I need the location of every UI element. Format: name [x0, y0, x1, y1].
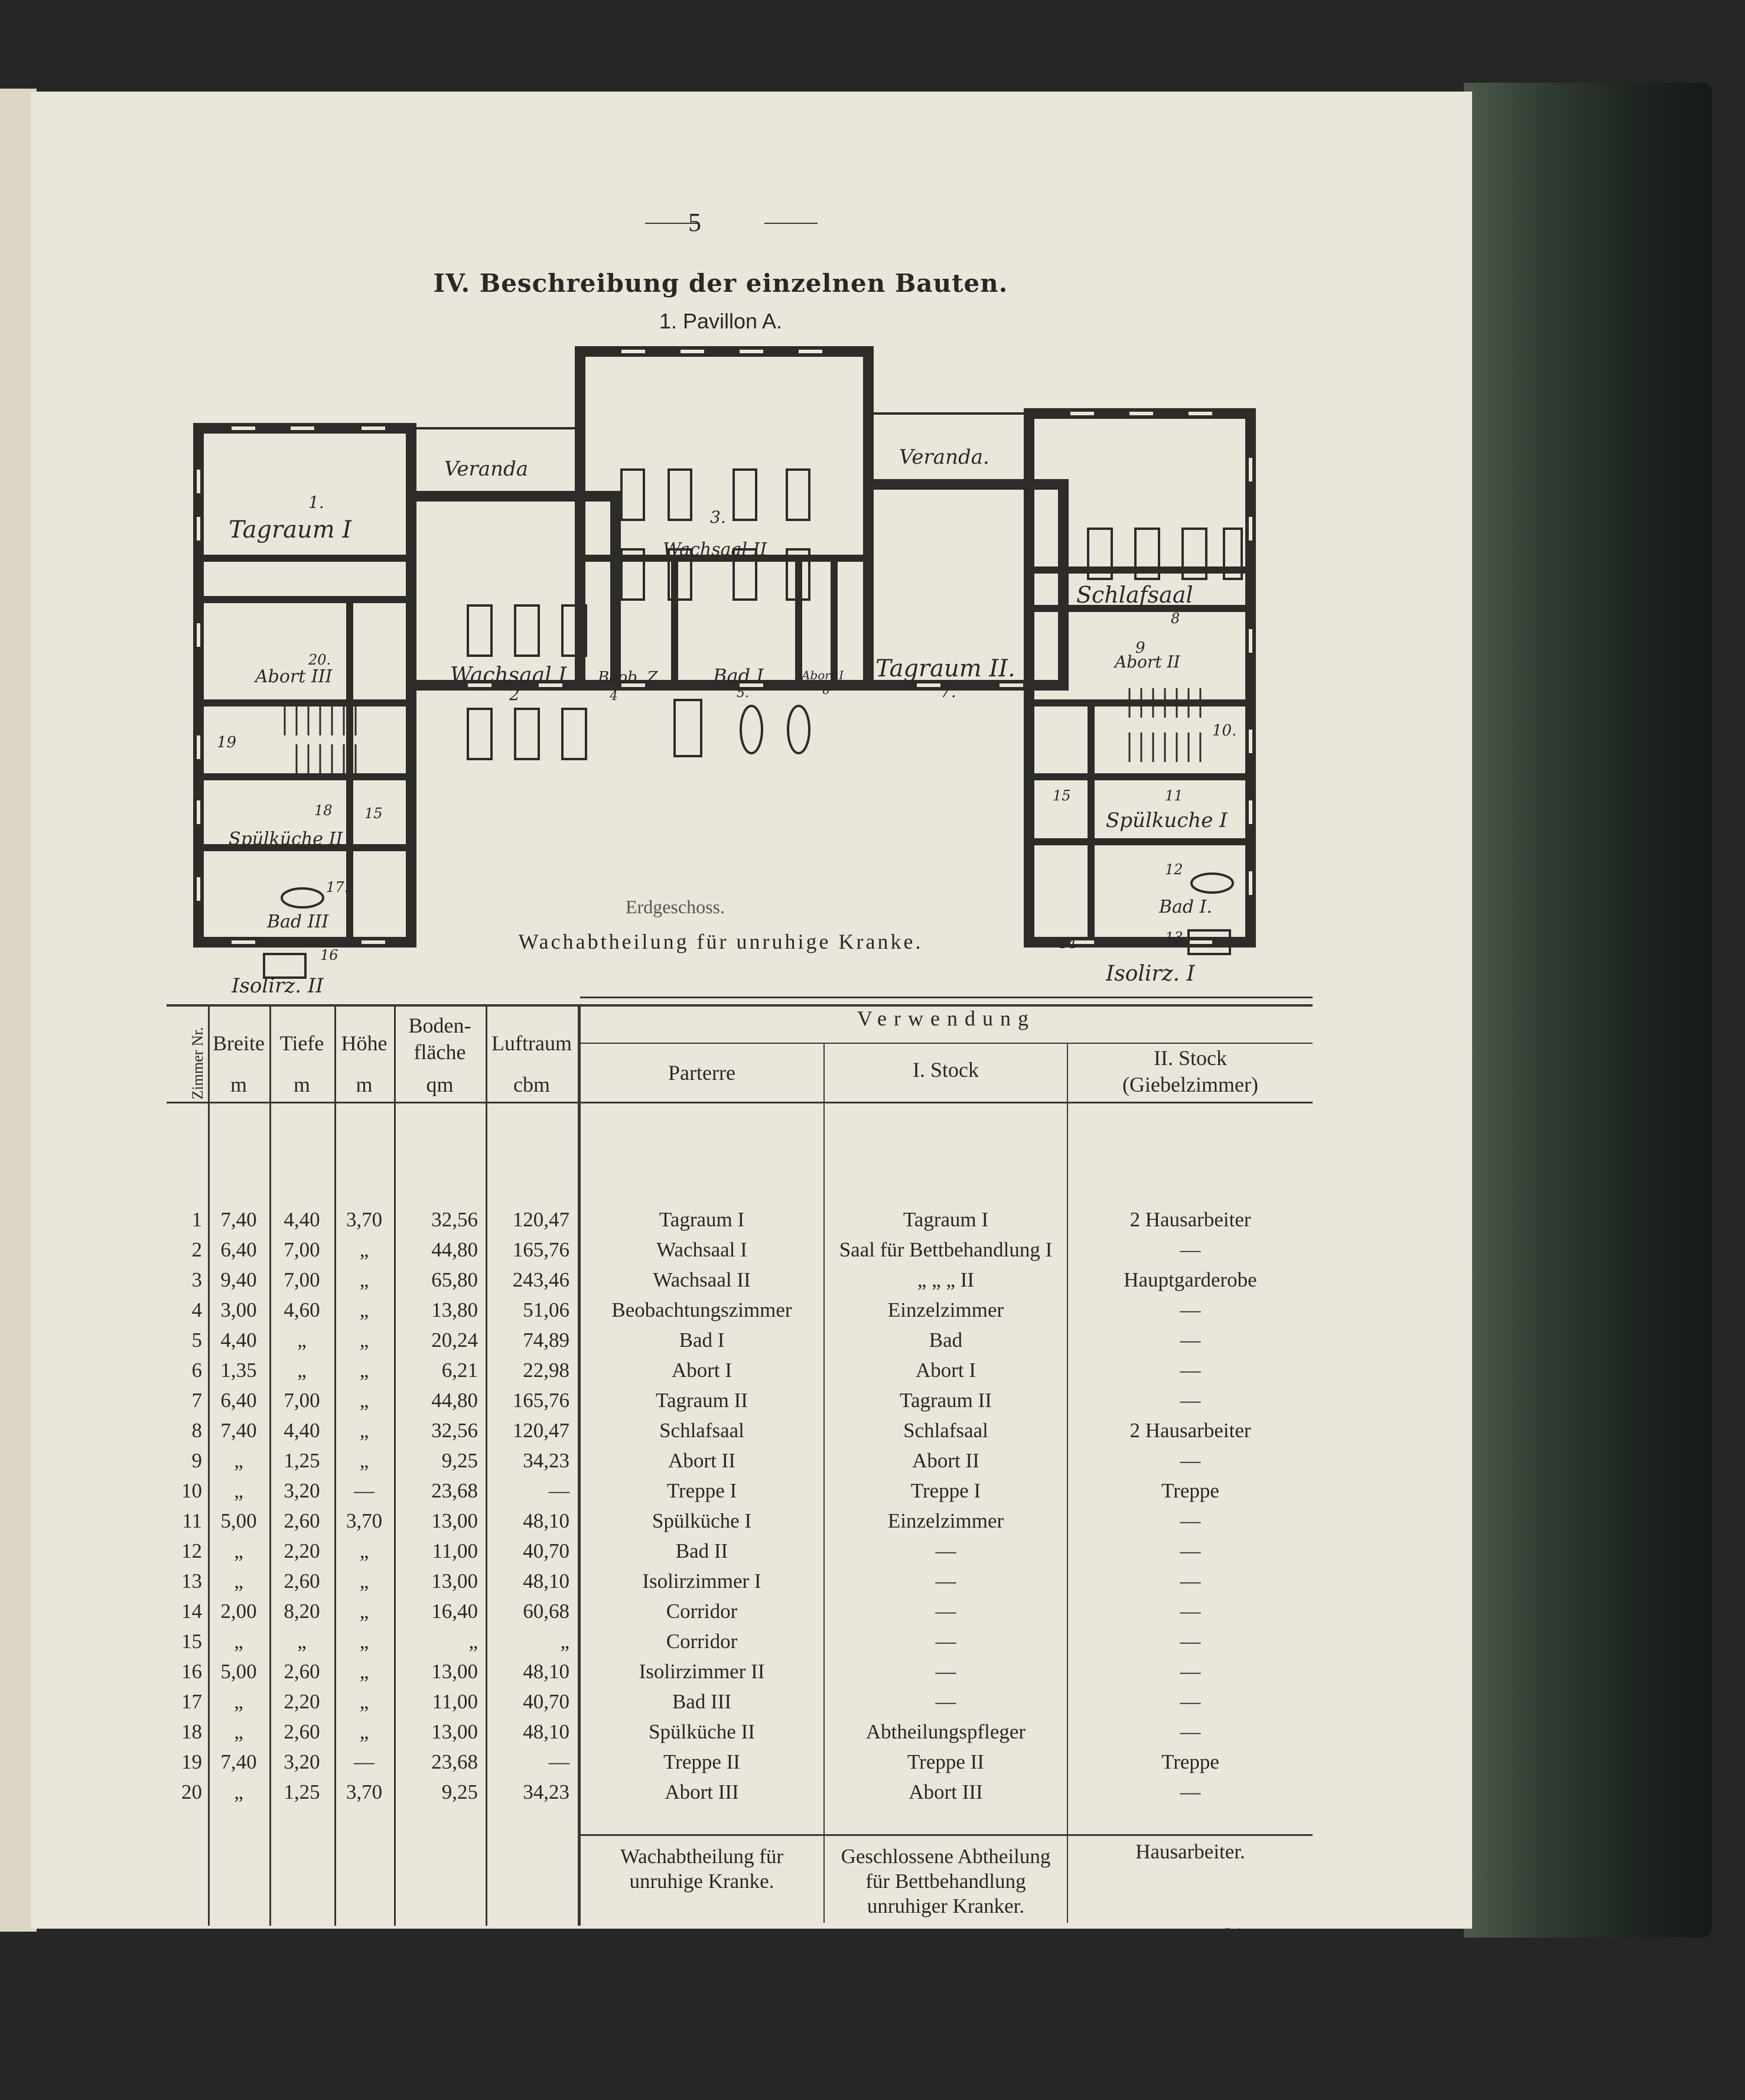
cell-flaeche: 13,00: [431, 1570, 478, 1593]
cell-hoehe: „: [359, 1298, 369, 1321]
summary-stock1-1: Geschlossene Abtheilung: [841, 1845, 1051, 1868]
cell-stock2: —: [1180, 1720, 1201, 1743]
header-luftraum-unit: cbm: [513, 1073, 550, 1096]
header-luftraum: Luftraum: [491, 1031, 572, 1055]
cell-tiefe: 2,20: [284, 1690, 320, 1713]
verwendung-rule: [580, 1043, 1313, 1044]
cell-nr: 16: [181, 1660, 202, 1683]
cell-parterre: Beobachtungszimmer: [611, 1298, 792, 1321]
cell-stock2: —: [1180, 1298, 1201, 1321]
header-parterre: Parterre: [668, 1061, 735, 1085]
plan-caption: Wachabtheilung für unruhige Kranke.: [518, 930, 923, 953]
header-stock-1: I. Stock: [913, 1058, 979, 1082]
plan-label-r8-num: 8: [1171, 610, 1180, 627]
cell-parterre: Schlafsaal: [659, 1419, 744, 1442]
cell-stock1: Saal für Bettbehandlung I: [839, 1238, 1053, 1261]
summary-parterre-1: Wachabtheilung für: [620, 1845, 784, 1868]
cell-stock2: 2 Hausarbeiter: [1129, 1419, 1251, 1442]
header-breite: Breite: [213, 1031, 265, 1055]
cell-stock1: Abort III: [909, 1780, 983, 1803]
cell-parterre: Tagraum I: [659, 1208, 745, 1231]
cell-hoehe: —: [354, 1479, 375, 1502]
cell-nr: 10: [181, 1479, 202, 1502]
cell-stock1: Tagraum I: [903, 1208, 989, 1231]
cell-nr: 3: [191, 1268, 202, 1291]
cell-hoehe: 3,70: [346, 1780, 383, 1803]
cell-parterre: Abort I: [671, 1359, 732, 1382]
plan-label-r13-num: 13: [1165, 929, 1183, 946]
plan-label-r20-name: Abort III: [255, 666, 333, 687]
cell-tiefe: 4,40: [284, 1208, 320, 1231]
cell-stock2: —: [1180, 1539, 1201, 1562]
header-boden-2: fläche: [414, 1040, 466, 1064]
cell-luft: 34,23: [523, 1449, 569, 1472]
cell-stock2: —: [1180, 1780, 1201, 1803]
cell-stock1: —: [935, 1600, 956, 1623]
cell-luft: 48,10: [523, 1509, 569, 1532]
cell-nr: 12: [181, 1539, 202, 1562]
cell-flaeche: 23,68: [431, 1479, 478, 1502]
cell-tiefe: 2,60: [284, 1570, 320, 1593]
plan-label-r9-num: 9: [1135, 639, 1145, 657]
cell-tiefe: 7,00: [284, 1238, 320, 1261]
cell-luft: 60,68: [523, 1600, 569, 1623]
plan-label-r1-num: 1.: [308, 493, 324, 512]
cell-stock1: Einzelzimmer: [887, 1509, 1004, 1532]
book-binding: [1464, 83, 1712, 1938]
cell-parterre: Bad II: [675, 1539, 728, 1562]
cell-luft: 165,76: [512, 1389, 569, 1412]
cell-stock2: Treppe: [1161, 1479, 1219, 1502]
plan-label-r18-name: Spülküche II: [229, 829, 343, 849]
cell-stock2: —: [1180, 1600, 1201, 1623]
cell-parterre: Bad III: [672, 1690, 732, 1713]
cell-parterre: Abort II: [668, 1449, 735, 1472]
cell-tiefe: 2,20: [284, 1539, 320, 1562]
summary-stock1-3: unruhiger Kranker.: [867, 1894, 1025, 1917]
plan-label-r19-num: 19: [217, 734, 237, 751]
cell-parterre: Isolirzimmer II: [639, 1660, 765, 1683]
cell-luft: 120,47: [512, 1208, 569, 1231]
cell-stock2: —: [1180, 1630, 1201, 1653]
plan-label-r6-num: 6: [822, 683, 830, 697]
cell-stock1: Treppe II: [907, 1750, 984, 1773]
cell-parterre: Corridor: [666, 1630, 738, 1653]
cell-breite: 6,40: [220, 1389, 257, 1412]
cell-breite: „: [234, 1570, 243, 1593]
cell-flaeche: 11,00: [432, 1539, 478, 1562]
plan-label-r12-num: 12: [1165, 861, 1183, 878]
cell-stock1: Tagraum II: [900, 1389, 992, 1412]
plan-floor-label: Erdgeschoss.: [626, 896, 725, 917]
cell-tiefe: 1,25: [284, 1449, 320, 1472]
cell-parterre: Corridor: [666, 1600, 738, 1623]
cell-stock1: —: [935, 1630, 956, 1653]
cell-breite: „: [234, 1449, 243, 1472]
cell-tiefe: 2,60: [284, 1509, 320, 1532]
header-verwendung: Verwendung: [857, 1007, 1036, 1030]
cell-stock1: Treppe I: [910, 1479, 981, 1502]
cell-stock2: —: [1180, 1509, 1201, 1532]
plan-label-r5-num: 5.: [737, 686, 749, 701]
cell-hoehe: „: [359, 1419, 369, 1442]
cell-luft: 120,47: [512, 1419, 569, 1442]
cell-flaeche: 44,80: [431, 1389, 478, 1412]
plan-label-r18-num: 18: [314, 802, 333, 819]
plan-label-r10-num: 10.: [1212, 722, 1237, 740]
header-bottom-rule: [167, 1102, 1313, 1103]
cell-breite: 7,40: [220, 1419, 257, 1442]
plan-label-r8-name: Schlafsaal: [1076, 582, 1193, 608]
plan-label-r16-num: 16: [320, 947, 338, 963]
cell-hoehe: „: [359, 1690, 369, 1713]
cell-breite: 1,35: [220, 1359, 257, 1382]
cell-tiefe: 3,20: [284, 1750, 320, 1773]
cell-hoehe: „: [359, 1660, 369, 1683]
plan-label-r16-name: Isolirz. II: [232, 974, 324, 998]
cell-stock2: —: [1180, 1238, 1201, 1261]
cell-flaeche: 20,24: [431, 1329, 478, 1352]
section-title: IV. Beschreibung der einzelnen Bauten.: [433, 269, 1008, 298]
cell-parterre: Treppe I: [666, 1479, 737, 1502]
cell-breite: 5,00: [220, 1509, 257, 1532]
plan-label-r3-num: 3.: [710, 507, 726, 527]
book-page: [31, 92, 1472, 1947]
cell-flaeche: 23,68: [431, 1750, 478, 1773]
floor-plan: [31, 92, 1472, 998]
cell-parterre: Tagraum II: [656, 1389, 748, 1412]
summary-stock2: Hausarbeiter.: [1135, 1840, 1245, 1863]
cell-hoehe: „: [359, 1600, 369, 1623]
cell-flaeche: 6,21: [441, 1359, 478, 1382]
cell-breite: 5,00: [220, 1660, 257, 1683]
cell-flaeche: 32,56: [431, 1419, 478, 1442]
cell-stock1: —: [935, 1539, 956, 1562]
plan-label-r5-name: Bad I: [713, 665, 764, 687]
cell-luft: 51,06: [523, 1298, 569, 1321]
cell-hoehe: „: [359, 1570, 369, 1593]
summary-parterre-2: unruhige Kranke.: [629, 1870, 774, 1893]
cell-flaeche: 13,00: [431, 1660, 478, 1683]
cell-nr: 15: [181, 1630, 202, 1653]
cell-parterre: Wachsaal II: [653, 1268, 751, 1291]
signature-mark: 3*: [1223, 1923, 1244, 1947]
summary-stock1-2: für Bettbehandlung: [865, 1870, 1026, 1893]
cell-stock1: Einzelzimmer: [887, 1298, 1004, 1321]
plan-label-r15a-num: 15: [364, 805, 383, 822]
cell-flaeche: 9,25: [441, 1780, 478, 1803]
cell-hoehe: „: [359, 1449, 369, 1472]
plan-label-r11-num: 11: [1165, 787, 1183, 804]
cell-stock1: „ „ „ II: [917, 1268, 975, 1291]
cell-nr: 19: [181, 1750, 202, 1773]
cell-nr: 9: [191, 1449, 202, 1472]
cell-tiefe: 8,20: [284, 1600, 320, 1623]
cell-parterre: Spülküche I: [652, 1509, 752, 1532]
cell-luft: 48,10: [523, 1570, 569, 1593]
summary-rule: [580, 1834, 1313, 1836]
cell-luft: 165,76: [512, 1238, 569, 1261]
header-breite-unit: m: [230, 1073, 247, 1096]
cell-flaeche: 16,40: [431, 1600, 478, 1623]
cell-flaeche: 32,56: [431, 1208, 478, 1231]
section-subtitle: 1. Pavillon A.: [659, 309, 783, 333]
cell-stock1: —: [935, 1570, 956, 1593]
cell-breite: 7,40: [220, 1750, 257, 1773]
plan-label-r17-num: 17.: [326, 879, 349, 896]
cell-luft: 243,46: [512, 1268, 569, 1291]
cell-stock1: —: [935, 1690, 956, 1713]
plan-label-r6-name: Abort I: [802, 668, 844, 682]
cell-luft: 48,10: [523, 1720, 569, 1743]
header-boden-1: Boden-: [408, 1014, 471, 1037]
cell-stock2: Hauptgarderobe: [1124, 1268, 1257, 1291]
cell-breite: „: [234, 1630, 243, 1653]
cell-parterre: Wachsaal I: [656, 1238, 747, 1261]
cell-nr: 18: [181, 1720, 202, 1743]
cell-breite: „: [234, 1720, 243, 1743]
cell-nr: 1: [191, 1208, 202, 1231]
cell-hoehe: „: [359, 1329, 369, 1352]
cell-luft: 40,70: [523, 1539, 569, 1562]
cell-stock1: Abort II: [912, 1449, 979, 1472]
cell-stock2: 2 Hausarbeiter: [1129, 1208, 1251, 1231]
table-top-rule-2: [580, 997, 1313, 998]
cell-stock1: Abtheilungspfleger: [865, 1720, 1026, 1743]
header-zimmer: Zimmer Nr.: [189, 1027, 206, 1100]
cell-nr: 17: [181, 1690, 202, 1713]
cell-hoehe: „: [359, 1238, 369, 1261]
cell-stock2: —: [1180, 1570, 1201, 1593]
cell-stock1: Schlafsaal: [903, 1419, 988, 1442]
cell-tiefe: 4,40: [284, 1419, 320, 1442]
plan-label-r4-name: Beob. Z.: [598, 669, 663, 686]
cell-stock2: —: [1180, 1329, 1201, 1352]
plan-label-r11-name: Spülkuche I: [1106, 809, 1228, 832]
cell-nr: 8: [191, 1419, 202, 1442]
cell-luft: 74,89: [523, 1329, 569, 1352]
cell-parterre: Abort III: [665, 1780, 739, 1803]
cell-breite: 6,40: [220, 1238, 257, 1261]
cell-flaeche: 11,00: [432, 1690, 478, 1713]
plan-label-r2-name: Wachsaal I.: [450, 663, 574, 688]
cell-breite: „: [234, 1479, 243, 1502]
cell-stock1: —: [935, 1660, 956, 1683]
cell-hoehe: „: [359, 1720, 369, 1743]
cell-stock2: Treppe: [1161, 1750, 1219, 1773]
plan-label-veranda-left: Veranda: [444, 457, 529, 481]
cell-stock2: —: [1180, 1660, 1201, 1683]
cell-flaeche: 13,00: [431, 1720, 478, 1743]
cell-stock2: —: [1180, 1359, 1201, 1382]
cell-nr: 14: [181, 1600, 202, 1623]
plan-label-r7-num: 7.: [940, 682, 956, 701]
cell-breite: „: [234, 1690, 243, 1713]
cell-stock2: —: [1180, 1690, 1201, 1713]
plan-label-r4-num: 4: [610, 689, 618, 704]
header-hoehe: Höhe: [341, 1031, 388, 1055]
cell-parterre: Bad I: [679, 1329, 725, 1352]
cell-breite: 3,00: [220, 1298, 257, 1321]
cell-hoehe: 3,70: [346, 1509, 383, 1532]
cell-hoehe: „: [359, 1268, 369, 1291]
cell-nr: 5: [191, 1329, 202, 1352]
cell-luft: 40,70: [523, 1690, 569, 1713]
cell-tiefe: „: [297, 1359, 307, 1382]
plan-label-r2-num: 2: [509, 685, 520, 704]
cell-nr: 4: [191, 1298, 202, 1321]
cell-breite: 4,40: [220, 1329, 257, 1352]
cell-hoehe: —: [354, 1750, 375, 1773]
cell-parterre: Treppe II: [663, 1750, 740, 1773]
header-boden-unit: qm: [426, 1073, 454, 1096]
plan-label-r14-num: 14: [1059, 935, 1077, 952]
cell-luft: 22,98: [523, 1359, 569, 1382]
cell-parterre: Spülküche II: [649, 1720, 755, 1743]
cell-nr: 2: [191, 1238, 202, 1261]
page-number: 5: [688, 208, 701, 237]
cell-tiefe: 7,00: [284, 1268, 320, 1291]
cell-breite: „: [234, 1539, 243, 1562]
header-hoehe-unit: m: [356, 1073, 373, 1096]
cell-nr: 20: [181, 1780, 202, 1803]
cell-flaeche: 13,80: [431, 1298, 478, 1321]
cell-luft: 48,10: [523, 1660, 569, 1683]
header-tiefe: Tiefe: [279, 1031, 324, 1055]
cell-nr: 6: [191, 1359, 202, 1382]
cell-tiefe: 2,60: [284, 1720, 320, 1743]
cell-tiefe: 4,60: [284, 1298, 320, 1321]
plan-label-r20-num: 20.: [308, 652, 331, 668]
plan-label-r7-name: Tagraum II.: [875, 655, 1015, 682]
cell-luft: —: [549, 1479, 569, 1502]
cell-stock1: Abort I: [915, 1359, 976, 1382]
cell-hoehe: „: [359, 1630, 369, 1653]
cell-tiefe: 3,20: [284, 1479, 320, 1502]
cell-breite: „: [234, 1780, 243, 1803]
cell-stock2: —: [1180, 1449, 1201, 1472]
cell-luft: 34,23: [523, 1780, 569, 1803]
cell-flaeche: 9,25: [441, 1449, 478, 1472]
plan-label-r17-name: Bad III: [267, 911, 329, 932]
cell-luft: —: [549, 1750, 569, 1773]
cell-flaeche: 65,80: [431, 1268, 478, 1291]
cell-tiefe: „: [297, 1329, 307, 1352]
cell-nr: 7: [191, 1389, 202, 1412]
plan-label-r9-name: Abort II: [1115, 652, 1180, 672]
cell-flaeche: 13,00: [431, 1509, 478, 1532]
plan-label-veranda-right: Veranda.: [899, 445, 989, 469]
cell-tiefe: 2,60: [284, 1660, 320, 1683]
plan-label-r3-name: Wachsaal II: [663, 539, 767, 560]
plan-label-r15-num: 15: [1053, 787, 1071, 804]
header-stock-2b: (Giebelzimmer): [1122, 1073, 1258, 1096]
cell-tiefe: 1,25: [284, 1780, 320, 1803]
cell-stock2: —: [1180, 1389, 1201, 1412]
cell-hoehe: „: [359, 1539, 369, 1562]
cell-luft: „: [560, 1630, 569, 1653]
cell-breite: 9,40: [220, 1268, 257, 1291]
cell-tiefe: „: [297, 1630, 307, 1653]
header-stock-2a: II. Stock: [1154, 1046, 1227, 1070]
cell-hoehe: 3,70: [346, 1208, 383, 1231]
cell-nr: 11: [182, 1509, 202, 1532]
header-tiefe-unit: m: [293, 1073, 310, 1096]
cell-flaeche: 44,80: [431, 1238, 478, 1261]
plan-label-r12-name: Bad I.: [1159, 897, 1213, 917]
cell-flaeche: „: [468, 1630, 478, 1653]
plan-label-r1-name: Tagraum I: [229, 516, 352, 543]
cell-tiefe: 7,00: [284, 1389, 320, 1412]
cell-nr: 13: [181, 1570, 202, 1593]
cell-breite: 2,00: [220, 1600, 257, 1623]
cell-parterre: Isolirzimmer I: [642, 1570, 761, 1593]
plan-label-r13-name: Isolirz. I: [1106, 962, 1195, 986]
cell-hoehe: „: [359, 1389, 369, 1412]
cell-hoehe: „: [359, 1359, 369, 1382]
cell-breite: 7,40: [220, 1208, 257, 1231]
cell-stock1: Bad: [929, 1329, 963, 1352]
